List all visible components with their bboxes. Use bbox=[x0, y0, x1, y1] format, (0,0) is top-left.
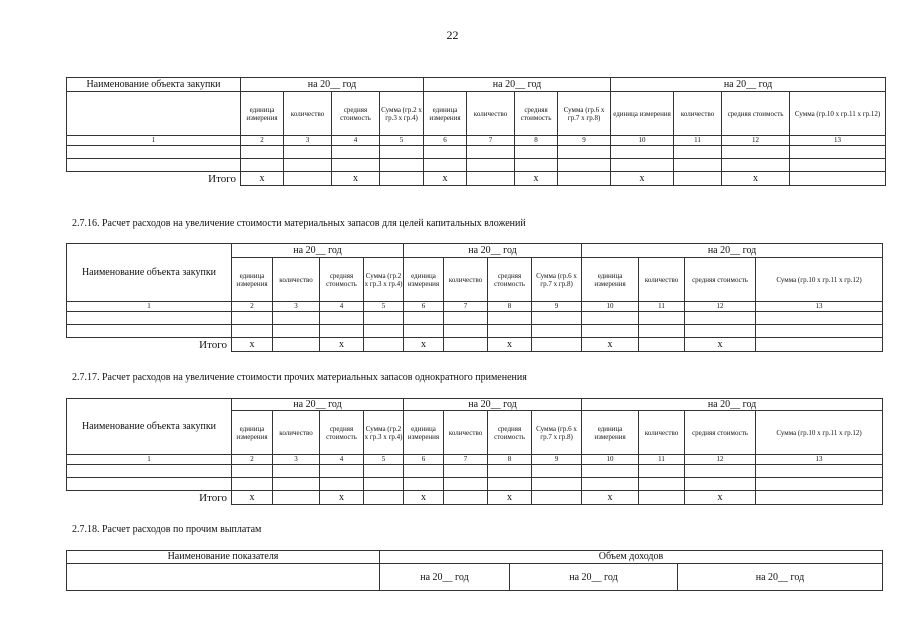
col-num: 6 bbox=[424, 136, 467, 146]
col-num: 5 bbox=[364, 302, 404, 312]
quantity-header: количество bbox=[444, 258, 488, 302]
year-header: на 20__ год bbox=[404, 399, 582, 411]
unit-header: единица измерения bbox=[404, 411, 444, 455]
income-volume-header: Объем доходов bbox=[380, 551, 883, 564]
col-num: 11 bbox=[674, 136, 722, 146]
year-header: на 20__ год bbox=[678, 564, 883, 591]
col-num: 5 bbox=[364, 455, 404, 465]
total-label: Итого bbox=[199, 338, 227, 351]
x-mark: х bbox=[582, 491, 639, 505]
col-num: 4 bbox=[320, 455, 364, 465]
x-mark: х bbox=[424, 172, 467, 186]
col-num: 1 bbox=[67, 136, 241, 146]
section-heading-2-7-17: 2.7.17. Расчет расходов на увеличение стоимости прочих материальных запасов однократного применения bbox=[72, 372, 527, 383]
quantity-header: количество bbox=[639, 411, 685, 455]
sum-header: Сумма (гр.2 х гр.3 х гр.4) bbox=[380, 92, 424, 136]
col-num: 11 bbox=[639, 455, 685, 465]
col-num: 1 bbox=[67, 302, 232, 312]
year-header: на 20__ год bbox=[582, 244, 883, 258]
col-num: 8 bbox=[515, 136, 558, 146]
col-num: 4 bbox=[332, 136, 380, 146]
x-mark: х bbox=[582, 338, 639, 352]
section-heading-2-7-18: 2.7.18. Расчет расходов по прочим выплатам bbox=[72, 524, 262, 535]
unit-header: единица измерения bbox=[582, 411, 639, 455]
x-mark: х bbox=[404, 338, 444, 352]
col-num: 3 bbox=[284, 136, 332, 146]
col-num: 2 bbox=[241, 136, 284, 146]
x-mark: х bbox=[232, 338, 273, 352]
page-number: 22 bbox=[446, 28, 459, 42]
sum-header: Сумма (гр.6 х гр.7 х гр.8) bbox=[532, 411, 582, 455]
col-num: 2 bbox=[232, 302, 273, 312]
unit-header: единица измерения bbox=[232, 411, 273, 455]
section-heading-2-7-16: 2.7.16. Расчет расходов на увеличение стоимости материальных запасов для целей капитальных вложений bbox=[72, 218, 526, 229]
col-num: 6 bbox=[404, 302, 444, 312]
other-payments-table bbox=[66, 550, 883, 591]
col-num: 10 bbox=[611, 136, 674, 146]
object-name-header: Наименование объекта закупки bbox=[67, 399, 232, 455]
col-num: 12 bbox=[722, 136, 790, 146]
quantity-header: количество bbox=[273, 258, 320, 302]
x-mark: х bbox=[515, 172, 558, 186]
sum-header: Сумма (гр.6 х гр.7 х гр.8) bbox=[558, 92, 611, 136]
x-mark: х bbox=[320, 491, 364, 505]
col-num: 8 bbox=[488, 302, 532, 312]
year-header: на 20__ год bbox=[510, 564, 678, 591]
col-num: 13 bbox=[756, 455, 883, 465]
unit-header: единица измерения bbox=[232, 258, 273, 302]
col-num: 12 bbox=[685, 455, 756, 465]
col-num: 9 bbox=[532, 302, 582, 312]
total-label: Итого bbox=[199, 491, 227, 504]
avg-cost-header: средняя стоимость bbox=[332, 92, 380, 136]
quantity-header: количество bbox=[639, 258, 685, 302]
sum-header: Сумма (гр.6 х гр.7 х гр.8) bbox=[532, 258, 582, 302]
year-header: на 20__ год bbox=[232, 244, 404, 258]
sum-header: Сумма (гр.2 х гр.3 х гр.4) bbox=[364, 411, 404, 455]
col-num: 7 bbox=[467, 136, 515, 146]
sum-header: Сумма (гр.10 х гр.11 х гр.12) bbox=[756, 258, 883, 302]
year-header: на 20__ год bbox=[380, 564, 510, 591]
col-num: 9 bbox=[558, 136, 611, 146]
procurement-table-3 bbox=[66, 398, 883, 505]
object-name-header: Наименование объекта закупки bbox=[67, 244, 232, 302]
col-num: 12 bbox=[685, 302, 756, 312]
avg-cost-header: средняя стоимость bbox=[488, 258, 532, 302]
avg-cost-header: средняя стоимость bbox=[722, 92, 790, 136]
x-mark: х bbox=[488, 491, 532, 505]
x-mark: х bbox=[241, 172, 284, 186]
quantity-header: количество bbox=[444, 411, 488, 455]
year-header: на 20__ год bbox=[241, 78, 424, 92]
col-num: 4 bbox=[320, 302, 364, 312]
avg-cost-header: средняя стоимость bbox=[515, 92, 558, 136]
col-num: 10 bbox=[582, 302, 639, 312]
unit-header: единица измерения bbox=[241, 92, 284, 136]
procurement-table-2 bbox=[66, 243, 883, 352]
col-num: 9 bbox=[532, 455, 582, 465]
col-num: 8 bbox=[488, 455, 532, 465]
year-header: на 20__ год bbox=[424, 78, 611, 92]
unit-header: единица измерения bbox=[404, 258, 444, 302]
unit-header: единица измерения bbox=[424, 92, 467, 136]
avg-cost-header: средняя стоимость bbox=[488, 411, 532, 455]
col-num: 7 bbox=[444, 455, 488, 465]
x-mark: х bbox=[232, 491, 273, 505]
unit-header: единица измерения bbox=[611, 92, 674, 136]
indicator-name-header: Наименование показателя bbox=[67, 551, 380, 564]
year-header: на 20__ год bbox=[582, 399, 883, 411]
col-num: 1 bbox=[67, 455, 232, 465]
sum-header: Сумма (гр.10 х гр.11 х гр.12) bbox=[756, 411, 883, 455]
col-num: 11 bbox=[639, 302, 685, 312]
quantity-header: количество bbox=[467, 92, 515, 136]
x-mark: х bbox=[332, 172, 380, 186]
col-num: 10 bbox=[582, 455, 639, 465]
x-mark: х bbox=[488, 338, 532, 352]
avg-cost-header: средняя стоимость bbox=[320, 258, 364, 302]
col-num: 13 bbox=[756, 302, 883, 312]
col-num: 13 bbox=[790, 136, 886, 146]
avg-cost-header: средняя стоимость bbox=[320, 411, 364, 455]
col-num: 2 bbox=[232, 455, 273, 465]
procurement-table-1 bbox=[66, 77, 886, 186]
col-num: 3 bbox=[273, 455, 320, 465]
avg-cost-header: средняя стоимость bbox=[685, 411, 756, 455]
col-num: 7 bbox=[444, 302, 488, 312]
total-label: Итого bbox=[208, 172, 236, 185]
quantity-header: количество bbox=[284, 92, 332, 136]
x-mark: х bbox=[404, 491, 444, 505]
x-mark: х bbox=[685, 491, 756, 505]
object-name-header: Наименование объекта закупки bbox=[67, 78, 241, 92]
sum-header: Сумма (гр.2 х гр.3 х гр.4) bbox=[364, 258, 404, 302]
avg-cost-header: средняя стоимость bbox=[685, 258, 756, 302]
year-header: на 20__ год bbox=[404, 244, 582, 258]
col-num: 5 bbox=[380, 136, 424, 146]
x-mark: х bbox=[611, 172, 674, 186]
quantity-header: количество bbox=[273, 411, 320, 455]
col-num: 3 bbox=[273, 302, 320, 312]
x-mark: х bbox=[722, 172, 790, 186]
year-header: на 20__ год bbox=[611, 78, 886, 92]
unit-header: единица измерения bbox=[582, 258, 639, 302]
year-header: на 20__ год bbox=[232, 399, 404, 411]
x-mark: х bbox=[685, 338, 756, 352]
col-num: 6 bbox=[404, 455, 444, 465]
x-mark: х bbox=[320, 338, 364, 352]
quantity-header: количество bbox=[674, 92, 722, 136]
sum-header: Сумма (гр.10 х гр.11 х гр.12) bbox=[790, 92, 886, 136]
